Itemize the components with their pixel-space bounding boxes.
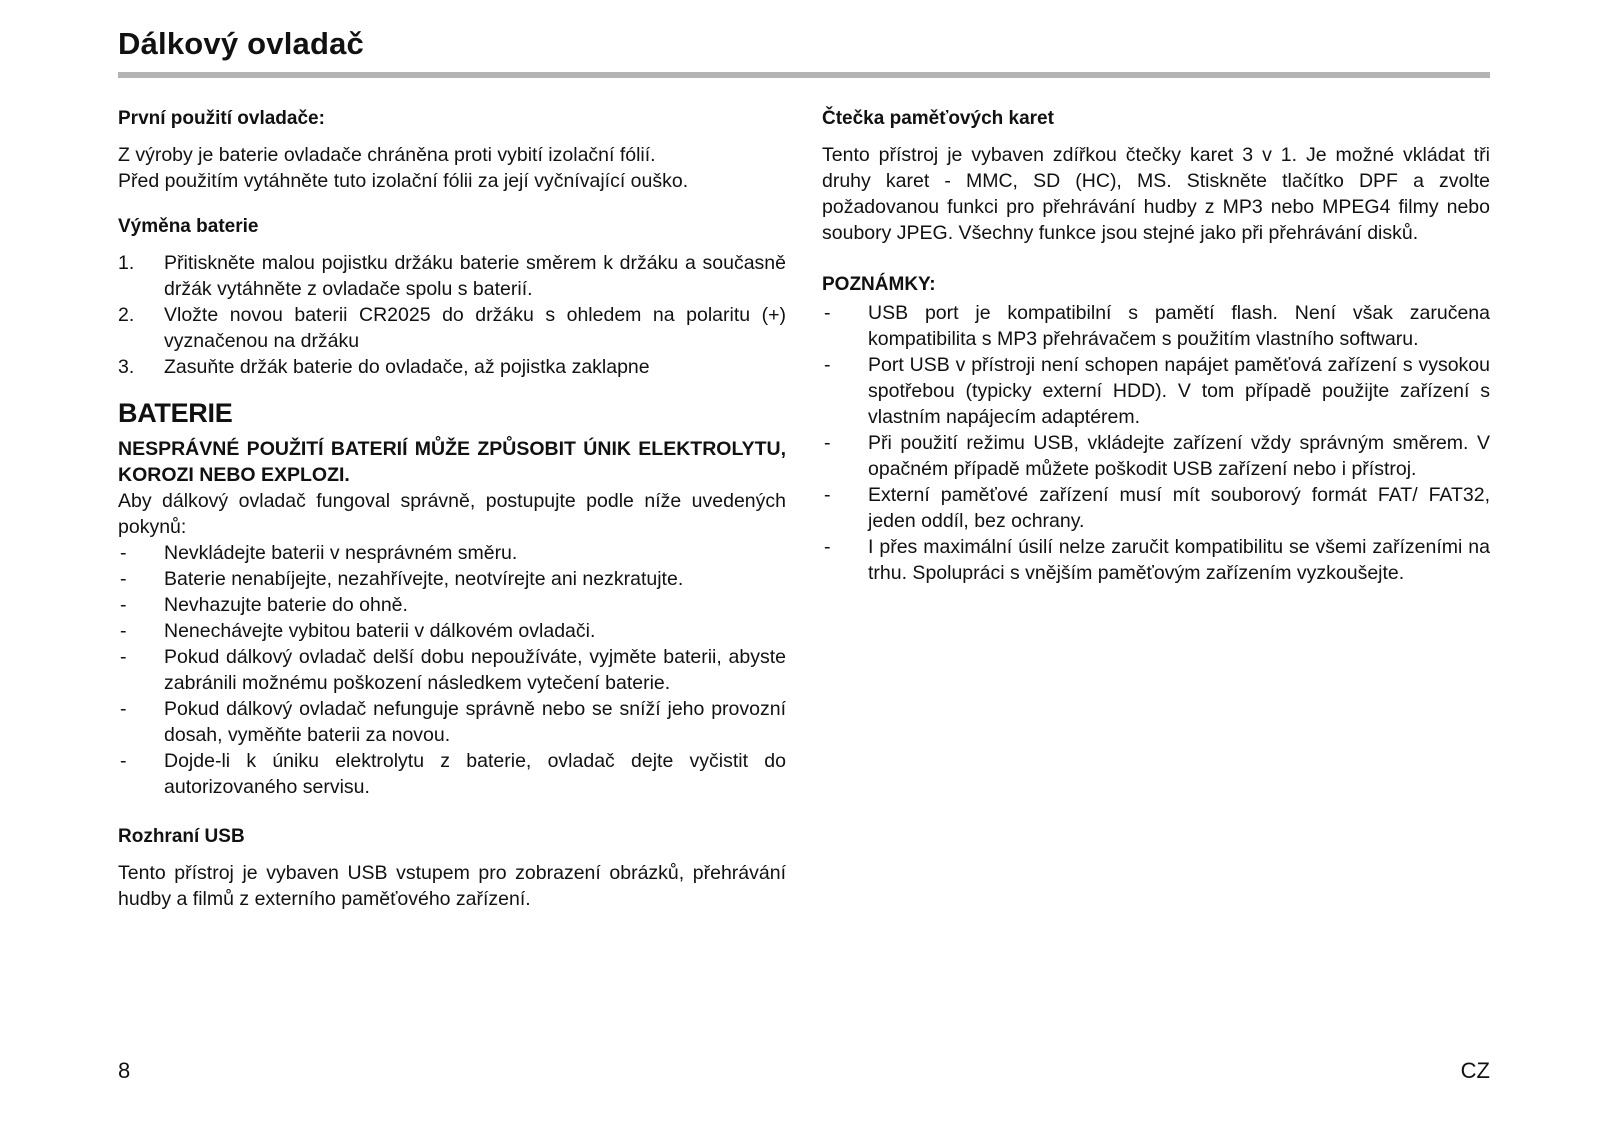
list-item-text: USB port je kompatibilní s pamětí flash. Není však zaručena kompatibilita s MP3 přehrávačem s použitím vlastního softwaru. [868,302,1490,350]
dash-marker: - [824,536,831,558]
list-item [118,644,786,696]
page-title: Dálkový ovladač [118,26,364,61]
first-use-heading: První použití ovladače: [118,108,325,129]
card-reader-paragraph: Tento přístroj je vybaven zdířkou čtečky karet 3 v 1. Je možné vkládat tři druhy karet - MMC, SD (HC), MS. Stiskněte tlačítko DPF a zvolte požadovanou funkci pro přehrávání hudby z MP3 nebo MPEG4 filmy nebo soubory JPEG. Všechny funkce jsou stejné jako při přehrávání disků. [822,144,1490,244]
dash-marker: - [120,542,127,564]
step-item [118,302,786,354]
list-item [118,566,786,592]
battery-change-heading: Výměna baterie [118,216,259,237]
right-column [822,106,1490,606]
language-code: CZ [1460,1058,1490,1083]
list-item [822,534,1490,586]
list-item-text: Při použití režimu USB, vkládejte zařízení vždy správným směrem. V opačném případě můžete poškodit USB zařízení nebo i přístroj. [868,432,1490,480]
step-number: 2. [118,304,135,326]
list-item-text: Pokud dálkový ovladač nefunguje správně nebo se sníží jeho provozní dosah, vyměňte baterii za novou. [164,698,786,746]
dash-marker: - [824,432,831,454]
usb-paragraph: Tento přístroj je vybaven USB vstupem pro zobrazení obrázků, přehrávání hudby a filmů z externího paměťového zařízení. [118,862,786,910]
card-reader-section [822,106,1490,246]
battery-warning: NESPRÁVNÉ POUŽITÍ BATERIÍ MŮŽE ZPŮSOBIT ÚNIK ELEKTROLYTU, KOROZI NEBO EXPLOZI. [118,438,786,486]
list-item [822,300,1490,352]
list-item [822,352,1490,430]
list-item [118,618,786,644]
list-item [822,430,1490,482]
dash-marker: - [120,594,127,616]
list-item-text: I přes maximální úsilí nelze zaručit kompatibilitu se všemi zařízeními na trhu. Spolupráci s vnějším paměťovým zařízením vyzkoušejte. [868,536,1490,584]
first-use-section [118,106,786,194]
title-divider [118,72,1490,78]
list-item-text: Dojde-li k úniku elektrolytu z baterie, ovladač dejte vyčistit do autorizovaného servisu. [164,750,786,798]
notes-section [822,272,1490,586]
battery-change-section [118,214,786,380]
first-use-paragraph: Před použitím vytáhněte tuto izolační fólii za její vyčnívající ouško. [118,170,689,192]
dash-marker: - [824,354,831,376]
step-item [118,354,786,380]
list-item [118,540,786,566]
list-item-text: Externí paměťové zařízení musí mít souborový formát FAT/ FAT32, jeden oddíl, bez ochrany. [868,484,1490,532]
batteries-section [118,400,786,800]
usb-section [118,824,786,912]
usb-heading: Rozhraní USB [118,826,245,847]
left-column [118,106,786,932]
list-item-text: Baterie nenabíjejte, nezahřívejte, neotvírejte ani nezkratujte. [164,568,684,590]
notes-heading: POZNÁMKY: [822,274,936,295]
battery-change-steps [118,250,786,380]
page-number: 8 [118,1058,131,1083]
battery-rules-list [118,540,786,800]
list-item-text: Nenechávejte vybitou baterii v dálkovém ovladači. [164,620,596,642]
list-item [118,696,786,748]
step-item [118,250,786,302]
list-item-text: Nevhazujte baterie do ohně. [164,594,408,616]
batteries-heading: BATERIE [118,398,233,428]
card-reader-heading: Čtečka paměťových karet [822,108,1054,129]
dash-marker: - [120,646,127,668]
battery-intro: Aby dálkový ovladač fungoval správně, postupujte podle níže uvedených pokynů: [118,490,786,538]
dash-marker: - [824,302,831,324]
list-item-text: Nevkládejte baterii v nesprávném směru. [164,542,518,564]
list-item-text: Pokud dálkový ovladač delší dobu nepoužíváte, vyjměte baterii, abyste zabránili možnému poškození následkem vytečení baterie. [164,646,786,694]
list-item [822,482,1490,534]
dash-marker: - [120,698,127,720]
list-item [118,592,786,618]
dash-marker: - [120,620,127,642]
step-text: Přitiskněte malou pojistku držáku baterie směrem k držáku a současně držák vytáhněte z ovladače spolu s baterií. [164,252,786,300]
dash-marker: - [824,484,831,506]
step-text: Vložte novou baterii CR2025 do držáku s ohledem na polaritu (+) vyznačenou na držáku [164,304,786,352]
dash-marker: - [120,568,127,590]
list-item-text: Port USB v přístroji není schopen napájet paměťová zařízení s vysokou spotřebou (typicky externí HDD). V tom případě použijte zařízení s vlastním napájecím adaptérem. [868,354,1490,428]
step-number: 3. [118,356,135,378]
step-number: 1. [118,252,135,274]
step-text: Zasuňte držák baterie do ovladače, až pojistka zaklapne [164,356,650,378]
list-item [118,748,786,800]
first-use-paragraph: Z výroby je baterie ovladače chráněna proti vybití izolační fólií. [118,144,656,166]
notes-list [822,300,1490,586]
dash-marker: - [120,750,127,772]
